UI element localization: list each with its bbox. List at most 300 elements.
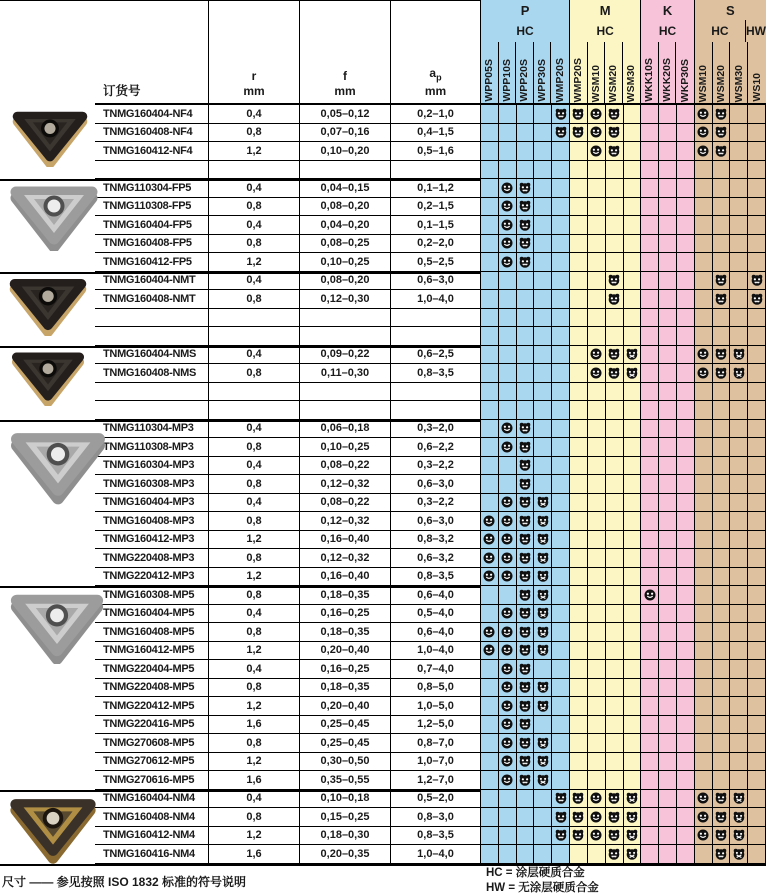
grade-cell: [588, 420, 606, 439]
f-value-cell: [300, 161, 391, 180]
grade-cell: [517, 734, 535, 753]
grade-cell: [677, 623, 695, 642]
grade-cell: [517, 494, 535, 513]
grade-cell: [713, 771, 731, 790]
ap-value-cell: [391, 383, 481, 402]
f-value-cell: 0,16–0,25: [300, 605, 391, 624]
grade-cell: [624, 364, 642, 383]
grade-cell: [570, 586, 588, 605]
grade-cell: [695, 272, 713, 291]
grade-cell: [713, 327, 731, 346]
blank-row: [0, 161, 766, 180]
smile-face-icon: [483, 644, 495, 656]
grade-cell: [570, 623, 588, 642]
grade-cell: [588, 845, 606, 864]
grade-cell: [677, 420, 695, 439]
grade-cell: [641, 327, 659, 346]
grade-column-header: [499, 42, 517, 105]
order-number-cell: TNMG160412-MP3: [95, 531, 209, 550]
smile-face-icon: [483, 570, 495, 582]
photo-spacer-cell: [0, 198, 95, 217]
grade-cell: [641, 642, 659, 661]
tiger-face-icon: [555, 792, 567, 804]
grade-cell: [695, 716, 713, 735]
photo-spacer-cell: [0, 272, 95, 291]
grade-cell: [481, 179, 499, 198]
grade-cell: [713, 179, 731, 198]
tiger-face-icon: [608, 792, 620, 804]
grade-cell: [534, 716, 552, 735]
grade-cell: [588, 642, 606, 661]
tiger-face-icon: [572, 829, 584, 841]
grade-cell: [695, 660, 713, 679]
grade-cell: [641, 697, 659, 716]
grade-cell: [713, 290, 731, 309]
grade-cell: [695, 161, 713, 180]
grade-cell: [748, 549, 766, 568]
grade-cell: [659, 827, 677, 846]
grade-cell: [695, 235, 713, 254]
photo-spacer-cell: [0, 605, 95, 624]
grade-cell: [641, 512, 659, 531]
smile-face-icon: [590, 348, 602, 360]
grade-cell: [588, 734, 606, 753]
product-row: [0, 586, 766, 605]
order-number-cell: TNMG220408-MP5: [95, 679, 209, 698]
r-value-cell: 0,4: [209, 457, 300, 476]
grade-cell: [641, 253, 659, 272]
product-row: [0, 346, 766, 365]
grade-cell: [677, 512, 695, 531]
grade-cell: [748, 845, 766, 864]
grade-cell: [499, 512, 517, 531]
grade-column-header: [730, 42, 748, 105]
grade-cell: [606, 549, 624, 568]
grade-cell: [499, 161, 517, 180]
cross-face-icon: [537, 755, 549, 767]
grade-cell: [713, 642, 731, 661]
grade-cell: [481, 346, 499, 365]
grade-cell: [588, 438, 606, 457]
grade-cell: [517, 808, 535, 827]
grade-cell: [677, 494, 695, 513]
grade-cell: [534, 105, 552, 124]
grade-cell: [552, 697, 570, 716]
grade-cell: [695, 327, 713, 346]
grade-cell: [499, 827, 517, 846]
grade-cell: [552, 771, 570, 790]
order-number-cell: TNMG110308-FP5: [95, 198, 209, 217]
f-value-cell: 0,12–0,32: [300, 512, 391, 531]
smile-face-icon: [501, 237, 513, 249]
f-value-cell: [300, 401, 391, 420]
grade-cell: [748, 253, 766, 272]
grade-cell: [624, 216, 642, 235]
grade-cell: [570, 475, 588, 494]
smile-face-icon: [697, 829, 709, 841]
grade-cell: [534, 457, 552, 476]
tiger-face-icon: [519, 607, 531, 619]
grade-cell: [570, 438, 588, 457]
cross-face-icon: [537, 515, 549, 527]
grade-cell: [677, 272, 695, 291]
f-value-cell: 0,08–0,20: [300, 198, 391, 217]
grade-cell: [481, 253, 499, 272]
grade-cell: [659, 105, 677, 124]
grade-cell: [641, 179, 659, 198]
grade-cell: [552, 753, 570, 772]
grade-cell: [659, 734, 677, 753]
grade-cell: [748, 420, 766, 439]
grade-cell: [659, 531, 677, 550]
grade-cell: [588, 216, 606, 235]
order-number-label: 订货号: [103, 84, 141, 98]
grade-cell: [695, 697, 713, 716]
grade-cell: [641, 105, 659, 124]
grade-cell: [695, 420, 713, 439]
grade-cell: [695, 623, 713, 642]
grade-cell: [677, 531, 695, 550]
grade-cell: [730, 549, 748, 568]
grade-cell: [695, 105, 713, 124]
f-value-cell: 0,09–0,22: [300, 346, 391, 365]
photo-spacer-cell: [0, 420, 95, 439]
grade-column-header: [623, 42, 641, 105]
grade-cell: [624, 179, 642, 198]
grade-cell: [695, 679, 713, 698]
grade-cell: [606, 253, 624, 272]
order-number-cell: [95, 309, 209, 328]
grade-cell: [499, 290, 517, 309]
grade-cell: [606, 623, 624, 642]
grade-cell: [570, 771, 588, 790]
smile-face-icon: [483, 515, 495, 527]
f-value-cell: 0,04–0,15: [300, 179, 391, 198]
grade-column-header: [588, 42, 606, 105]
cross-face-icon: [537, 626, 549, 638]
ap-unit: mm: [424, 84, 447, 98]
grade-cell: [730, 124, 748, 143]
f-value-cell: 0,06–0,18: [300, 420, 391, 439]
grade-cell: [481, 512, 499, 531]
product-row: [0, 697, 766, 716]
grade-cell: [481, 790, 499, 809]
grade-cell: [552, 494, 570, 513]
grade-cell: [588, 364, 606, 383]
grade-cell: [588, 753, 606, 772]
grade-cell: [499, 845, 517, 864]
grade-cell: [534, 660, 552, 679]
cross-face-icon: [537, 589, 549, 601]
product-row: [0, 179, 766, 198]
grade-cell: [624, 623, 642, 642]
grade-cell: [534, 808, 552, 827]
smile-face-icon: [501, 422, 513, 434]
grade-cell: [588, 272, 606, 291]
tiger-face-icon: [715, 108, 727, 120]
grade-cell: [606, 457, 624, 476]
grade-cell: [659, 401, 677, 420]
ap-value-cell: 0,6–2,5: [391, 346, 481, 365]
grade-cell: [659, 605, 677, 624]
grade-cell: [606, 771, 624, 790]
ap-value-cell: 1,0–5,0: [391, 697, 481, 716]
grade-cell: [677, 660, 695, 679]
grade-cell: [606, 420, 624, 439]
f-value-cell: 0,20–0,40: [300, 642, 391, 661]
cross-face-icon: [537, 700, 549, 712]
grade-cell: [606, 827, 624, 846]
grade-column-header: [641, 42, 658, 105]
order-number-cell: TNMG160412-MP5: [95, 642, 209, 661]
grade-cell: [677, 142, 695, 161]
grade-cell: [481, 235, 499, 254]
grade-column-header: [659, 42, 676, 105]
r-value-cell: 0,8: [209, 475, 300, 494]
grade-cell: [499, 771, 517, 790]
f-value-cell: 0,16–0,40: [300, 568, 391, 587]
r-value-cell: 1,6: [209, 716, 300, 735]
page-footer: [0, 864, 766, 892]
photo-spacer-cell: [0, 679, 95, 698]
tiger-face-icon: [555, 811, 567, 823]
grade-cell: [517, 827, 535, 846]
f-value-cell: 0,12–0,32: [300, 549, 391, 568]
grade-column-label: WKP30S: [678, 58, 691, 102]
r-value-cell: 0,8: [209, 679, 300, 698]
grade-cell: [570, 808, 588, 827]
grade-cell: [517, 790, 535, 809]
grade-cell: [748, 346, 766, 365]
r-value-cell: [209, 383, 300, 402]
grade-cell: [517, 697, 535, 716]
grade-cell: [552, 105, 570, 124]
f-value-cell: 0,25–0,45: [300, 716, 391, 735]
f-value-cell: 0,10–0,25: [300, 438, 391, 457]
ap-value-cell: 0,8–7,0: [391, 734, 481, 753]
grade-cell: [517, 438, 535, 457]
grade-cell: [659, 586, 677, 605]
grade-cell: [748, 142, 766, 161]
grade-cell: [499, 383, 517, 402]
tiger-face-icon: [519, 219, 531, 231]
r-value-cell: 1,2: [209, 253, 300, 272]
grade-cell: [748, 716, 766, 735]
grade-cell: [588, 198, 606, 217]
product-row: [0, 716, 766, 735]
grade-column-header: [713, 42, 731, 105]
grade-cell: [748, 198, 766, 217]
product-row: [0, 494, 766, 513]
grade-cell: [624, 753, 642, 772]
ap-value-cell: [391, 309, 481, 328]
ap-value-cell: 0,5–2,5: [391, 253, 481, 272]
grade-cell: [481, 401, 499, 420]
grade-cell: [570, 161, 588, 180]
grade-cell: [588, 235, 606, 254]
tiger-face-icon: [519, 700, 531, 712]
grade-cell: [570, 420, 588, 439]
grade-cell: [570, 660, 588, 679]
grade-cell: [552, 790, 570, 809]
grade-cell: [641, 734, 659, 753]
order-number-cell: TNMG160404-MP3: [95, 494, 209, 513]
f-value-cell: 0,08–0,22: [300, 494, 391, 513]
grade-cell: [695, 494, 713, 513]
grade-cell: [748, 679, 766, 698]
grade-cell: [695, 142, 713, 161]
grade-cell: [713, 827, 731, 846]
grade-cell: [481, 309, 499, 328]
grade-cell: [748, 623, 766, 642]
cross-face-icon: [733, 367, 745, 379]
grade-cell: [624, 549, 642, 568]
photo-spacer-cell: [0, 623, 95, 642]
grade-cell: [748, 808, 766, 827]
r-value-cell: 0,4: [209, 105, 300, 124]
f-value-cell: [300, 383, 391, 402]
tiger-face-icon: [519, 533, 531, 545]
grade-cell: [730, 309, 748, 328]
grade-cell: [481, 734, 499, 753]
grade-cell: [588, 716, 606, 735]
ap-value-cell: [391, 401, 481, 420]
grade-cell: [588, 309, 606, 328]
photo-spacer-cell: [0, 142, 95, 161]
grade-cell: [517, 771, 535, 790]
grade-cell: [713, 142, 731, 161]
order-number-cell: TNMG160412-NM4: [95, 827, 209, 846]
photo-spacer-cell: [0, 494, 95, 513]
photo-spacer-cell: [0, 790, 95, 809]
smile-face-icon: [644, 589, 656, 601]
grade-cell: [695, 531, 713, 550]
order-number-cell: TNMG160408-FP5: [95, 235, 209, 254]
r-value-cell: 0,8: [209, 512, 300, 531]
f-value-cell: 0,10–0,18: [300, 790, 391, 809]
grade-cell: [641, 716, 659, 735]
smile-face-icon: [483, 533, 495, 545]
f-value-cell: 0,04–0,20: [300, 216, 391, 235]
grade-cell: [748, 105, 766, 124]
grade-cell: [588, 512, 606, 531]
grade-cell: [641, 605, 659, 624]
grade-cell: [677, 568, 695, 587]
photo-spacer-cell: [0, 105, 95, 124]
grade-cell: [499, 346, 517, 365]
photo-spacer-cell: [0, 401, 95, 420]
r-value-cell: [209, 309, 300, 328]
tiger-face-icon: [519, 515, 531, 527]
grade-cell: [606, 346, 624, 365]
ap-value-cell: 0,8–5,0: [391, 679, 481, 698]
grade-cell: [730, 105, 748, 124]
grade-cell: [499, 623, 517, 642]
grade-cell: [624, 438, 642, 457]
f-value-cell: [300, 309, 391, 328]
grade-cell: [481, 142, 499, 161]
grade-cell: [730, 179, 748, 198]
grade-cell: [624, 142, 642, 161]
grade-cell: [481, 660, 499, 679]
grade-cell: [606, 383, 624, 402]
tiger-face-icon: [572, 811, 584, 823]
f-unit: mm: [334, 84, 356, 98]
grade-cell: [499, 790, 517, 809]
r-value-cell: 0,4: [209, 179, 300, 198]
order-number-cell: TNMG160404-NMT: [95, 272, 209, 291]
grade-cell: [606, 364, 624, 383]
r-value-cell: 1,2: [209, 531, 300, 550]
grade-cell: [659, 142, 677, 161]
smile-face-icon: [501, 681, 513, 693]
blank-row: [0, 401, 766, 420]
f-value-cell: 0,08–0,20: [300, 272, 391, 291]
grade-cell: [552, 290, 570, 309]
r-value-cell: 0,8: [209, 124, 300, 143]
grade-cell: [481, 494, 499, 513]
grade-cell: [659, 364, 677, 383]
grade-cell: [499, 642, 517, 661]
grade-cell: [481, 827, 499, 846]
grade-cell: [588, 290, 606, 309]
smile-face-icon: [501, 533, 513, 545]
grade-cell: [713, 845, 731, 864]
tiger-face-icon: [715, 274, 727, 286]
grade-cell: [499, 124, 517, 143]
smile-face-icon: [697, 811, 709, 823]
r-value-cell: 1,2: [209, 753, 300, 772]
photo-spacer-cell: [0, 808, 95, 827]
grade-cell: [517, 531, 535, 550]
grade-column-header: [534, 42, 552, 105]
grade-cell: [713, 790, 731, 809]
grade-column-label: WSM30: [625, 64, 638, 102]
product-row: [0, 679, 766, 698]
product-row: [0, 253, 766, 272]
grade-cell: [677, 161, 695, 180]
grade-column-header: [676, 42, 693, 105]
grade-cell: [730, 290, 748, 309]
grade-cell: [517, 605, 535, 624]
r-value-cell: 0,4: [209, 660, 300, 679]
grade-cell: [677, 845, 695, 864]
blank-row: [0, 383, 766, 402]
grade-cell: [606, 235, 624, 254]
ap-value-cell: 0,7–4,0: [391, 660, 481, 679]
grade-cell: [659, 753, 677, 772]
grade-cell: [606, 531, 624, 550]
product-row: [0, 531, 766, 550]
grade-cell: [499, 753, 517, 772]
cross-face-icon: [537, 533, 549, 545]
photo-spacer-cell: [0, 216, 95, 235]
grade-cell: [517, 105, 535, 124]
ap-value-cell: 0,3–2,0: [391, 420, 481, 439]
grade-cell: [534, 253, 552, 272]
photo-spacer-cell: [0, 327, 95, 346]
tiger-face-icon: [519, 589, 531, 601]
grade-cell: [606, 179, 624, 198]
f-value-cell: 0,12–0,30: [300, 290, 391, 309]
order-number-cell: TNMG160404-NF4: [95, 105, 209, 124]
grade-cell: [641, 586, 659, 605]
tiger-face-icon: [555, 108, 567, 120]
grade-cell: [748, 605, 766, 624]
r-unit: mm: [243, 84, 265, 98]
iso-group-letter: P: [520, 2, 530, 18]
ap-value-cell: 0,8–3,5: [391, 568, 481, 587]
